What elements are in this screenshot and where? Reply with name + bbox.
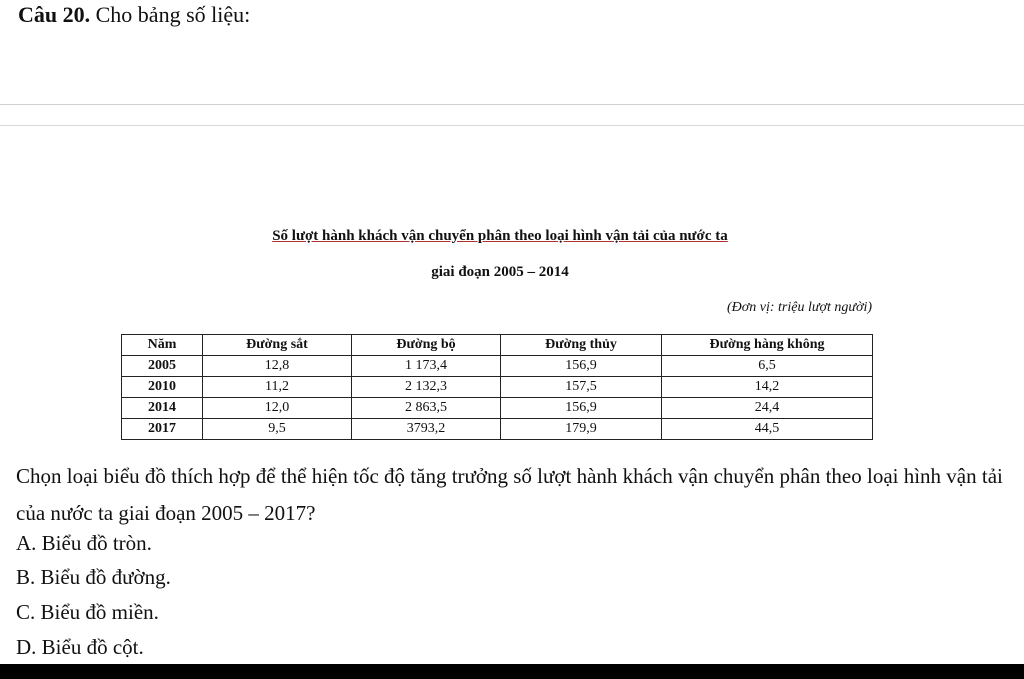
- cell-year: 2017: [122, 419, 203, 440]
- option-b[interactable]: B. Biểu đồ đường.: [16, 565, 171, 589]
- cell-rail: 12,0: [203, 398, 352, 419]
- table-row: [122, 356, 873, 377]
- table-title: Số lượt hành khách vận chuyển phân theo loại hình vận tải của nước ta: [272, 228, 728, 244]
- cell-air: 14,2: [662, 377, 873, 398]
- question-text: Chọn loại biểu đồ thích hợp để thể hiện tốc độ tăng trưởng số lượt hành khách vận chuyển phân theo loại hình vận tải của nước ta giai đoạn 2005 – 2017?: [16, 464, 1003, 525]
- table-header-row: [122, 335, 873, 356]
- option-c[interactable]: C. Biểu đồ miền.: [16, 600, 159, 624]
- option-a[interactable]: A. Biểu đồ tròn.: [16, 531, 152, 555]
- header-rail: Đường sắt: [203, 335, 352, 356]
- table-subtitle: giai đoạn 2005 – 2014: [431, 264, 569, 280]
- cell-road: 2 863,5: [352, 398, 501, 419]
- question-number: Câu 20.: [18, 2, 91, 27]
- cell-air: 24,4: [662, 398, 873, 419]
- bottom-bar: [0, 664, 1024, 679]
- header-water: Đường thủy: [501, 335, 662, 356]
- question-heading: [18, 2, 250, 28]
- divider-top: [0, 104, 1024, 105]
- table-row: [122, 377, 873, 398]
- cell-rail: 12,8: [203, 356, 352, 377]
- table-row: [122, 419, 873, 440]
- cell-water: 156,9: [501, 356, 662, 377]
- data-table: [121, 334, 873, 440]
- cell-year: 2014: [122, 398, 203, 419]
- option-d[interactable]: D. Biểu đồ cột.: [16, 635, 144, 659]
- header-year: Năm: [122, 335, 203, 356]
- header-air: Đường hàng không: [662, 335, 873, 356]
- cell-road: 1 173,4: [352, 356, 501, 377]
- table-unit: (Đơn vị: triệu lượt người): [727, 300, 872, 315]
- cell-year: 2005: [122, 356, 203, 377]
- cell-air: 44,5: [662, 419, 873, 440]
- cell-water: 157,5: [501, 377, 662, 398]
- table-row: [122, 398, 873, 419]
- cell-water: 156,9: [501, 398, 662, 419]
- cell-year: 2010: [122, 377, 203, 398]
- divider-bottom: [0, 125, 1024, 126]
- cell-rail: 11,2: [203, 377, 352, 398]
- cell-rail: 9,5: [203, 419, 352, 440]
- question-intro: Cho bảng số liệu:: [95, 2, 251, 27]
- cell-road: 2 132,3: [352, 377, 501, 398]
- cell-water: 179,9: [501, 419, 662, 440]
- header-road: Đường bộ: [352, 335, 501, 356]
- cell-road: 3793,2: [352, 419, 501, 440]
- cell-air: 6,5: [662, 356, 873, 377]
